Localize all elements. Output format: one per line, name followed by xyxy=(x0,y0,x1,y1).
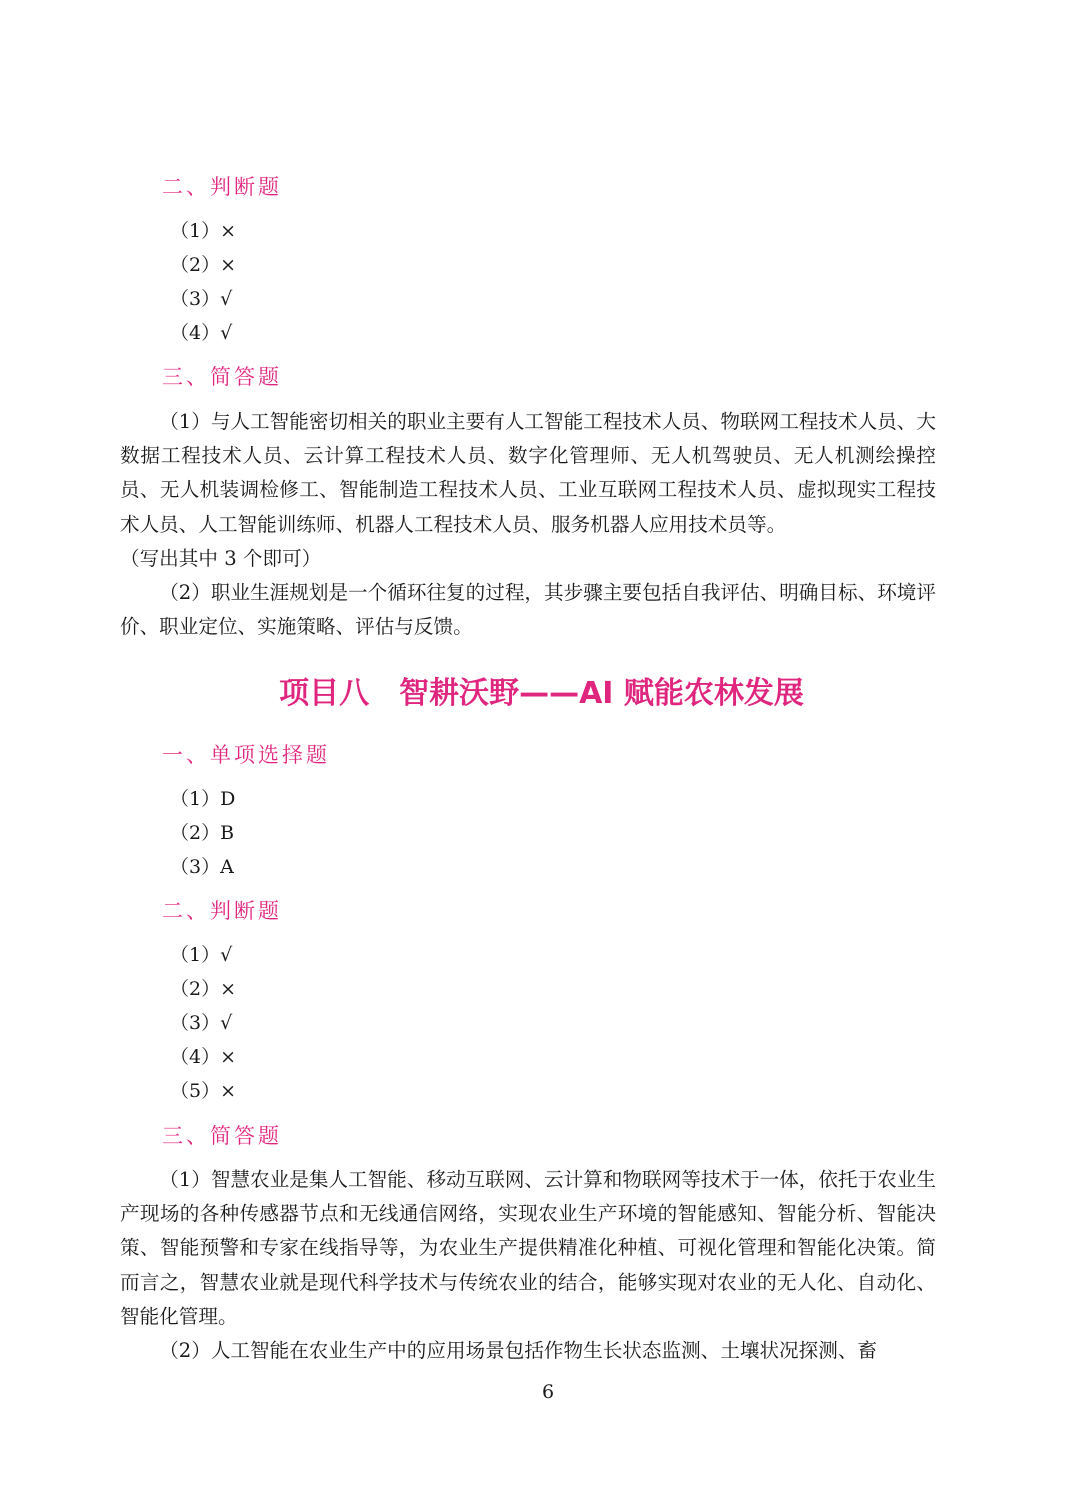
short-answer-heading: 三、简答题 xyxy=(162,365,282,389)
judge-heading: 二、判断题 xyxy=(162,175,282,199)
p8-judge-heading: 二、判断题 xyxy=(162,899,282,923)
judge-answer-2: （2）× xyxy=(170,254,237,276)
choice-answer-2: （2）B xyxy=(170,822,235,844)
p8-judge-answer-1: （1）√ xyxy=(170,944,233,966)
p8-short-answer-heading: 三、简答题 xyxy=(162,1124,282,1148)
p8-short-answer-paragraph-2: （2）人工智能在农业生产中的应用场景包括作物生长状态监测、土壤状况探测、畜 xyxy=(159,1339,878,1362)
page-number: 6 xyxy=(541,1381,555,1403)
p8-short-answer-paragraph-1: （1）智慧农业是集人工智能、移动互联网、云计算和物联网等技术于一体，依托于农业生产现场的各种传感器节点和无线通信网络，实现农业生产环境的智能感知、智能分析、智能决策、智能预警和专家在线指导等，为农业生产提供精准化种植、可视化管理和智能化决策。简而言之，智慧农业就是现代科学技术与传统农业的结合，能够实现对农业的无人化、自动化、智能化管理。 xyxy=(120,1168,936,1328)
choice-answer-1: （1）D xyxy=(170,788,236,810)
short-answer-paragraph-2: （2）职业生涯规划是一个循环往复的过程，其步骤主要包括自我评估、明确目标、环境评价、职业定位、实施策略、评估与反馈。 xyxy=(120,581,936,639)
choice-answer-3: （3）A xyxy=(170,856,234,878)
short-answer-note: （写出其中 3 个即可） xyxy=(120,547,322,570)
judge-answer-4: （4）√ xyxy=(170,322,233,344)
short-answer-paragraph-1: （1）与人工智能密切相关的职业主要有人工智能工程技术人员、物联网工程技术人员、大数据工程技术人员、云计算工程技术人员、数字化管理师、无人机驾驶员、无人机测绘操控员、无人机装调检修工、智能制造工程技术人员、工业互联网工程技术人员、虚拟现实工程技术人员、人工智能训练师、机器人工程技术人员、服务机器人应用技术员等。 xyxy=(120,410,936,536)
p8-judge-answer-4: （4）× xyxy=(170,1046,237,1068)
p8-judge-answer-2: （2）× xyxy=(170,978,237,1000)
p8-judge-answer-5: （5）× xyxy=(170,1080,237,1102)
p8-judge-answer-3: （3）√ xyxy=(170,1012,233,1034)
judge-answer-1: （1）× xyxy=(170,220,237,242)
project-title: 项目八 智耕沃野——AI 赋能农林发展 xyxy=(279,676,804,711)
judge-answer-3: （3）√ xyxy=(170,288,233,310)
choice-heading: 一、单项选择题 xyxy=(162,743,330,767)
